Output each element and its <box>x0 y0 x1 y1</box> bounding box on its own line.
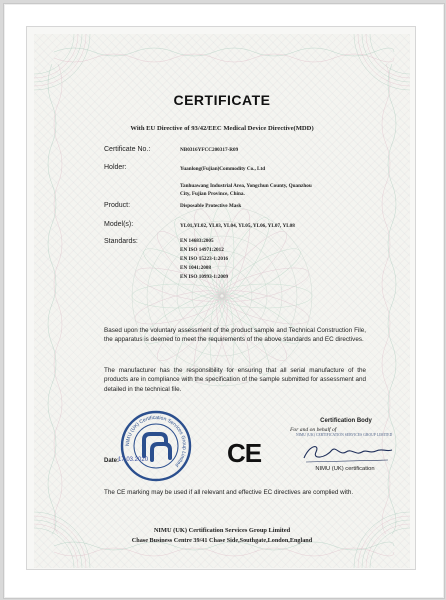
holder-label: Holder: <box>104 164 127 171</box>
models-label: Model(s): <box>104 221 134 228</box>
certificate-title: CERTIFICATE <box>173 92 271 108</box>
on-behalf-text: For and on behalf of <box>290 427 337 433</box>
footer-company: NIMU (UK) Certification Services Group Limited <box>153 527 291 534</box>
certification-body-label: Certification Body <box>320 418 372 424</box>
standard-item: EN ISO 15223-1:2016 <box>180 256 229 262</box>
product-value: Disposable Protective Mask <box>180 203 242 209</box>
company-stamp-text: NIMU (UK) CERTIFICATION SERVICES GROUP LIMITED <box>296 433 393 437</box>
directive-subtitle: With EU Directive of 93/42/EEC Medical Device Directive(MDD) <box>130 125 314 132</box>
certificate-paper <box>34 34 410 568</box>
seal-ring-text: NIMU (UK) Certification Services Group Limited <box>124 414 188 468</box>
certificate-no-label: Certificate No.: <box>104 146 151 153</box>
models-value: YL01,YL02, YL03, YL04, YL05, YL06, YL07, YL08 <box>180 223 295 229</box>
assessment-paragraph: Based upon the voluntary assessment of the product sample and Technical Construction File, the apparatus is deemed to meet the requirements of the above standards and EC directives. <box>104 327 366 344</box>
certification-seal <box>120 410 192 482</box>
standard-item: EN 14683:2005 <box>180 238 214 244</box>
certification-name: NIMU (UK) certification <box>315 466 375 472</box>
holder-name: Yuanlong(Fujian)Commodity Co., Ltd <box>180 166 266 172</box>
ce-marking-note: The CE marking may be used if all relevant and effective EC directives are complied with. <box>104 489 354 496</box>
standard-item: EN ISO 10993-1:2009 <box>180 274 229 280</box>
standard-item: EN 1041:2008 <box>180 265 211 271</box>
holder-address-line-1: Tanhuawang Industrial Area, Yongchun County, Quanzhou <box>180 183 312 189</box>
footer-address: Chase Business Centre 39/41 Chase Side,Southgate,London,England <box>131 537 313 544</box>
handwritten-signature <box>296 440 396 466</box>
ce-mark: CE <box>227 438 262 468</box>
standard-item: EN ISO 14971:2012 <box>180 247 224 253</box>
holder-address-line-2: City, Fujian Province, China. <box>180 191 245 197</box>
certificate-content <box>34 34 410 568</box>
product-label: Product: <box>104 202 131 209</box>
standards-label: Standards: <box>104 238 138 245</box>
date-label: Date: <box>104 458 120 464</box>
manufacturer-paragraph: The manufacturer has the responsibility for ensuring that all serial manufacture of the products are in compliance with the specification of the sample submitted for assessment and detailed in the technical file. <box>104 367 366 393</box>
certificate-no-value: NB0316YFCC200317-R09 <box>180 147 239 153</box>
date-value: 17.03.2020 <box>118 457 149 463</box>
